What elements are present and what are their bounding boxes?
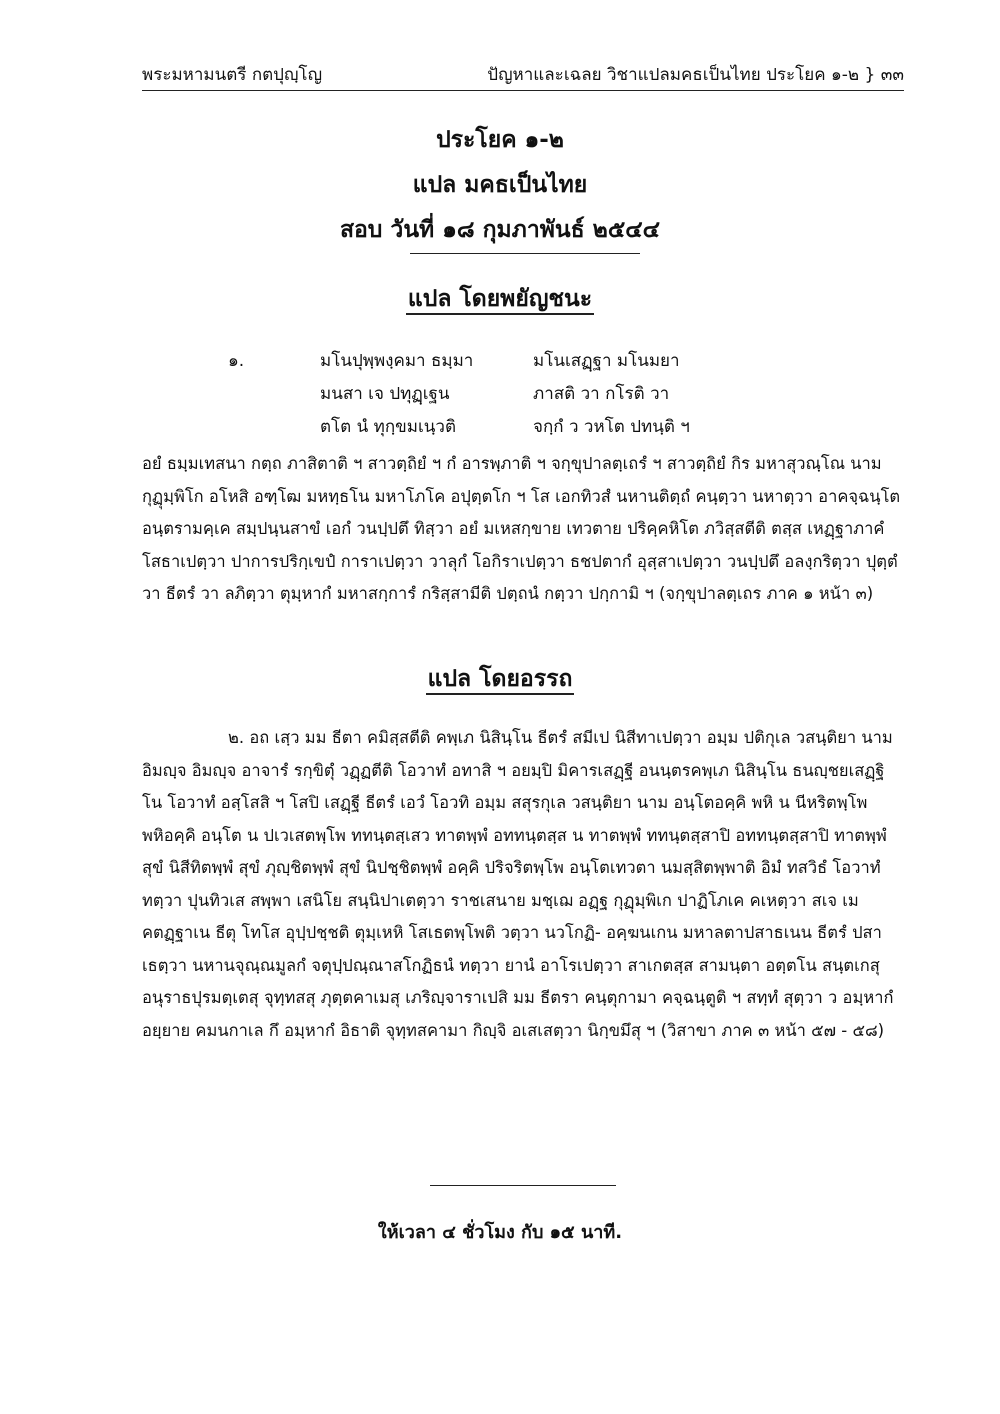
- exam-title-block: [0, 118, 1000, 254]
- verse-half-b: มโนเสฏฺฐา มโนมยา: [533, 351, 680, 371]
- footer-rule: [430, 1185, 616, 1186]
- title-rule: [410, 253, 640, 254]
- exam-level: ประโยค ๑-๒: [436, 127, 564, 153]
- verse-half-a: มนสา เจ ปทุฏฺเฐน: [320, 384, 450, 404]
- verse-half-b: ภาสติ วา กโรติ วา: [533, 384, 670, 404]
- header-book-title: ปัญหาและเฉลย วิชาแปลมคธเป็นไทย ประโยค ๑-๒ } ๓๓: [487, 65, 904, 85]
- exam-date: สอบ วันที่ ๑๘ กุมภาพันธ์ ๒๕๔๔: [339, 217, 661, 243]
- verse-half-b: จกฺกํ ว วหโต ปทนฺติ ฯ: [533, 417, 690, 437]
- header-author: พระมหามนตรี กตปุญฺโญ: [142, 65, 323, 85]
- section2-paragraph: [142, 722, 904, 1047]
- exam-subject: แปล มคธเป็นไทย: [412, 172, 588, 198]
- verse-line: [228, 411, 828, 444]
- section1-paragraph: [142, 448, 904, 611]
- verse-half-a: ตโต นํ ทุกฺขมเนฺวติ: [320, 417, 456, 437]
- section2-heading: แปล โดยอรรถ: [0, 662, 1000, 696]
- section1-heading: แปล โดยพยัญชนะ: [0, 282, 1000, 316]
- question-number: ๑.: [228, 351, 245, 371]
- time-allowed: ให้เวลา ๔ ชั่วโมง กับ ๑๕ นาที.: [377, 1222, 623, 1243]
- passage-text: อยํ ธมฺมเทสนา กตฺถ ภาสิตาติ ฯ สาวตฺถิยํ ฯ กํ อารพฺภาติ ฯ จกฺขุปาลตฺเถรํ ฯ สาวตฺถิยํ กิร มหาสุวณฺโณ นาม กุฏุมฺพิโก อโหสิ อฑฺโฒ มหทฺธโน มหาโภโค อปุตฺตโก ฯ โส เอกทิวสํ นหานติตฺถํ คนฺตฺวา นหาตฺวา อาคจฺฉนฺโต อนฺตรามคฺเค สมฺปนฺนสาขํ เอกํ วนปฺปตึ ทิสฺวา อยํ มเหสกฺขาย เทวตาย ปริคฺคหิโต ภวิสฺสตีติ ตสฺส เหฏฺฐาภาคํ โสธาเปตฺวา ปาการปริกฺเขปํ การาเปตฺวา วาลุกํ โอกิราเปตฺวา ธชปตากํ อุสฺสาเปตฺวา วนปฺปตึ อลงฺกริตฺวา ปุตฺตํ วา ธีตรํ วา ลภิตฺวา ตุมฺหากํ มหาสกฺการํ กริสฺสามีติ ปตฺถนํ กตฺวา ปกฺกามิ ฯ (จกฺขุปาลตฺเถร ภาค ๑ หน้า ๓): [142, 454, 901, 603]
- running-header: [142, 62, 904, 91]
- verse-line: [228, 345, 828, 378]
- verse-half-a: มโนปุพฺพงฺคมา ธมฺมา: [320, 351, 474, 371]
- verse-line: [228, 378, 828, 411]
- verse-block: [228, 345, 828, 444]
- passage-text: ๒. อถ เสฺว มม ธีตา คมิสฺสตีติ คพฺเภ นิสินฺโน ธีตรํ สมีเป นิสีทาเปตฺวา อมฺม ปติกุเล วสนฺติยา นาม อิมญฺจ อิมญฺจ อาจารํ รกฺขิตุํ วฏฺฏตีติ โอวาทํ อทาสิ ฯ อยมฺปิ มิคารเสฏฺฐี อนนฺตรคพฺเภ นิสินฺโน ธนญฺชยเสฏฺฐิโน โอวาทํ อสฺโสสิ ฯ โสปิ เสฏฺฐี ธีตรํ เอวํ โอวทิ อมฺม สสุรกุเล วสนฺติยา นาม อนฺโตอคฺคิ พหิ น นีหริตพฺโพ พหิอคฺคิ อนฺโต น ปเวเสตพฺโพ ททนฺตสฺเสว ทาตพฺพํ อททนฺตสฺส น ทาตพฺพํ ททนฺตสฺสาปิ อททนฺตสฺสาปิ ทาตพฺพํ สุขํ นิสีทิตพฺพํ สุขํ ภุญฺชิตพฺพํ สุขํ นิปชฺชิตพฺพํ อคฺคิ ปริจริตพฺโพ อนฺโตเทวตา นมสฺสิตพฺพาติ อิมํ ทสวิธํ โอวาทํ ทตฺวา ปุนทิวเส สพฺพา เสนิโย สนฺนิปาเตตฺวา ราชเสนาย มชฺเฌ อฏฺฐ กุฏุมฺพิเก ปาฏิโภเค คเหตฺวา สเจ เม คตฏฺฐาเน ธีตุ โทโส อุปฺปชฺชติ ตุมฺเหหิ โสเธตพฺโพติ วตฺวา นวโกฏิ- อคฺฆนเกน มหาลตาปสาธเนน ธีตรํ ปสาเธตฺวา นหานจุณฺณมูลกํ จตุปฺปณฺณาสโกฏิธนํ ทตฺวา ยานํ อาโรเปตฺวา สาเกตสฺส สามนฺตา อตฺตโน สนฺตเกสุ อนุราธปุรมตฺเตสุ จุทฺทสสุ ภุตฺตคาเมสุ เภริญฺจาราเปสิ มม ธีตรา คนฺตุกามา คจฺฉนฺตูติ ฯ สทฺทํ สุตฺวา ว อมฺหากํ อยฺยาย คมนกาเล กึ อมฺหากํ อิธาติ จุทฺทสคามา กิญฺจิ อเสเสตฺวา นิกฺขมึสุ ฯ (วิสาขา ภาค ๓ หน้า ๕๗ - ๕๘): [142, 728, 894, 1040]
